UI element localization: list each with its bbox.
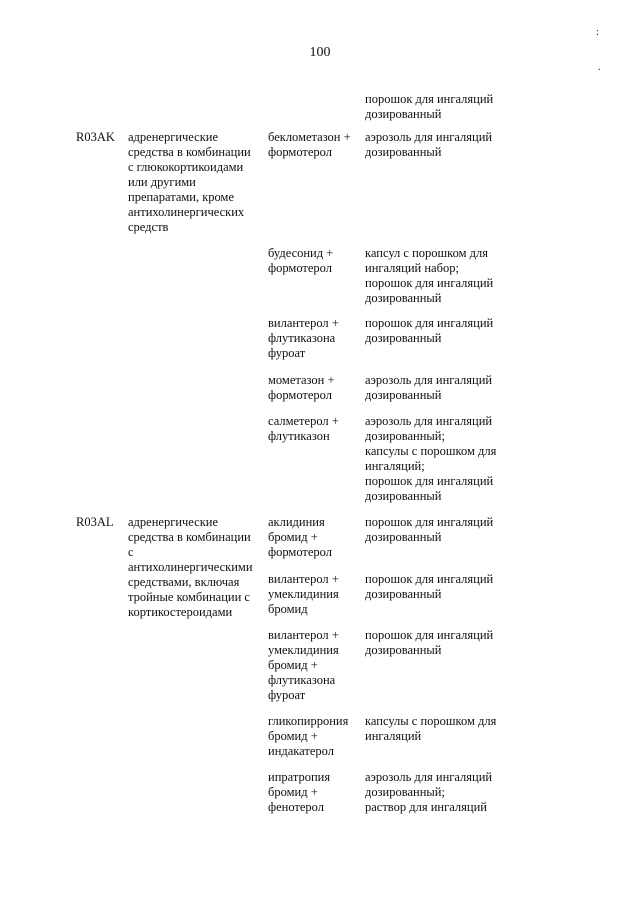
dosage-form: порошок для ингаляций дозированный	[365, 628, 494, 657]
drug-name: аклидиния бромид + формотерол	[268, 515, 332, 559]
drug-name: будесонид + формотерол	[268, 246, 334, 275]
dosage-form: капсул с порошком для ингаляций набор; порошок для ингаляций дозированный	[365, 246, 494, 305]
dosage-form: капсулы с порошком для ингаляций	[365, 714, 497, 743]
dosage-form: аэрозоль для ингаляций дозированный	[365, 373, 493, 402]
group-description: адренергические средства в комбинации с глюкокортикоидами или другими препаратами, кроме антихолинергических средств	[128, 130, 251, 234]
drug-name: беклометазон + формотерол	[268, 130, 351, 159]
drug-name: вилантерол + умеклидиния бромид + флутиказона фуроат	[268, 628, 339, 702]
dosage-form: аэрозоль для ингаляций дозированный	[365, 130, 493, 159]
corner-mark: :	[596, 27, 599, 38]
dosage-form: аэрозоль для ингаляций дозированный; раствор для ингаляций	[365, 770, 493, 814]
drug-name: вилантерол + флутиказона фуроат	[268, 316, 339, 360]
page-number: 100	[309, 45, 331, 60]
continued-dosage-form: порошок для ингаляций дозированный	[365, 92, 494, 121]
dosage-form: порошок для ингаляций дозированный	[365, 572, 494, 601]
drug-name: салметерол + флутиказон	[268, 414, 339, 443]
group-description: адренергические средства в комбинации с антихолинергическими средствами, включая тройные комбинации с кортикостероидами	[128, 515, 253, 619]
dosage-form: порошок для ингаляций дозированный	[365, 515, 494, 544]
corner-mark: .	[598, 62, 601, 73]
drug-name: вилантерол + умеклидиния бромид	[268, 572, 339, 616]
atc-code: R03AL	[76, 515, 114, 529]
drug-name: мометазон + формотерол	[268, 373, 335, 402]
drug-name: ипратропия бромид + фенотерол	[268, 770, 331, 814]
atc-code: R03AK	[76, 130, 115, 144]
dosage-form: аэрозоль для ингаляций дозированный; капсулы с порошком для ингаляций; порошок для ингаляций дозированный	[365, 414, 497, 503]
dosage-form: порошок для ингаляций дозированный	[365, 316, 494, 345]
drug-name: гликопиррония бромид + индакатерол	[268, 714, 349, 758]
